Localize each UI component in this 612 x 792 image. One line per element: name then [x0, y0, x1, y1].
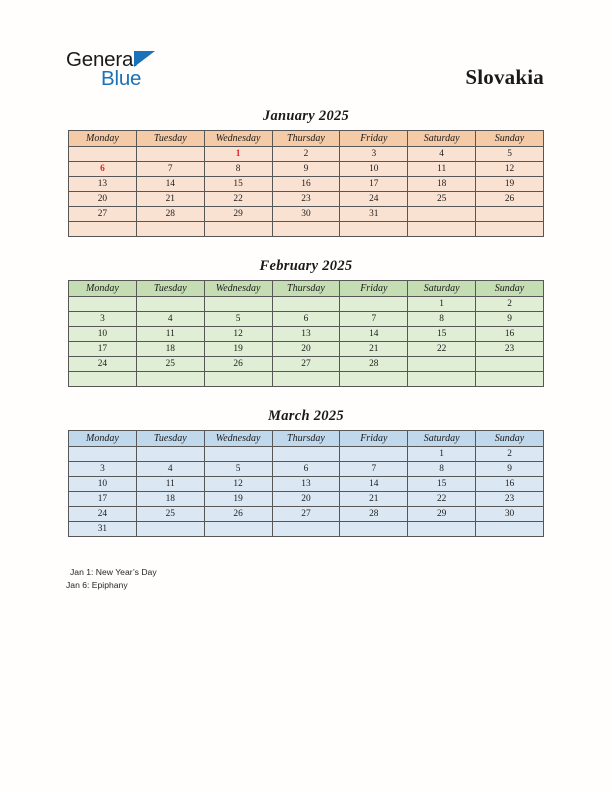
calendar-cell-empty — [204, 522, 272, 537]
calendar-cell-day[interactable]: 20 — [272, 492, 340, 507]
calendar-cell-day[interactable]: 19 — [476, 177, 544, 192]
calendar-cell-day[interactable]: 2 — [272, 147, 340, 162]
calendar-cell-empty — [476, 372, 544, 387]
weekday-header-row — [69, 131, 544, 147]
weekday-header-saturday: Saturday — [408, 281, 476, 297]
calendar-cell-day[interactable]: 10 — [69, 327, 137, 342]
weekday-header-wednesday: Wednesday — [204, 281, 272, 297]
calendar-cell-day[interactable]: 8 — [408, 462, 476, 477]
calendar-table-march — [68, 430, 544, 537]
calendar-cell-day[interactable]: 23 — [476, 492, 544, 507]
calendar-cell-empty — [408, 357, 476, 372]
calendar-cell-day[interactable]: 28 — [136, 207, 204, 222]
weekday-header-tuesday: Tuesday — [136, 431, 204, 447]
weekday-header-saturday: Saturday — [408, 431, 476, 447]
weekday-header-sunday: Sunday — [476, 281, 544, 297]
calendar-cell-day[interactable]: 1 — [408, 447, 476, 462]
calendar-cell-day[interactable]: 9 — [476, 462, 544, 477]
calendar-cell-empty — [272, 522, 340, 537]
logo-text-general: General — [66, 48, 138, 71]
calendar-cell-day[interactable]: 26 — [204, 357, 272, 372]
weekday-header-thursday: Thursday — [272, 131, 340, 147]
calendar-cell-day[interactable]: 22 — [408, 492, 476, 507]
calendar-cell-day[interactable]: 21 — [136, 192, 204, 207]
month-block-january — [68, 108, 544, 237]
calendar-cell-day[interactable]: 7 — [136, 162, 204, 177]
weekday-header-monday: Monday — [69, 131, 137, 147]
calendar-cell-day[interactable]: 25 — [136, 507, 204, 522]
calendar-week-row — [69, 342, 544, 357]
calendar-cell-day[interactable]: 10 — [69, 477, 137, 492]
month-block-february — [68, 258, 544, 387]
calendar-cell-day[interactable]: 17 — [69, 342, 137, 357]
calendar-cell-day[interactable]: 16 — [476, 327, 544, 342]
calendar-cell-empty — [408, 522, 476, 537]
calendar-cell-day[interactable]: 4 — [136, 312, 204, 327]
calendar-cell-day[interactable]: 7 — [340, 462, 408, 477]
calendar-cell-day[interactable]: 18 — [136, 492, 204, 507]
calendar-cell-day[interactable]: 16 — [476, 477, 544, 492]
calendar-cell-day[interactable]: 27 — [272, 507, 340, 522]
calendar-cell-empty — [340, 222, 408, 237]
month-block-march — [68, 408, 544, 537]
calendar-cell-day[interactable]: 16 — [272, 177, 340, 192]
calendar-cell-day[interactable]: 20 — [272, 342, 340, 357]
calendar-cell-empty — [69, 297, 137, 312]
calendar-cell-day[interactable]: 3 — [340, 147, 408, 162]
calendar-cell-empty — [136, 147, 204, 162]
calendar-week-row — [69, 507, 544, 522]
calendar-cell-day[interactable]: 19 — [204, 492, 272, 507]
calendar-cell-day[interactable]: 17 — [340, 177, 408, 192]
calendar-week-row — [69, 147, 544, 162]
calendar-cell-day[interactable]: 24 — [69, 507, 137, 522]
calendar-cell-empty — [204, 297, 272, 312]
calendar-cell-day[interactable]: 4 — [408, 147, 476, 162]
calendar-cell-day[interactable]: 30 — [476, 507, 544, 522]
calendar-body — [69, 147, 544, 237]
calendar-week-row — [69, 192, 544, 207]
calendar-cell-day[interactable]: 29 — [204, 207, 272, 222]
calendar-cell-day[interactable]: 12 — [204, 327, 272, 342]
calendar-week-row — [69, 522, 544, 537]
weekday-header-tuesday: Tuesday — [136, 281, 204, 297]
weekday-header-friday: Friday — [340, 431, 408, 447]
calendar-cell-day[interactable]: 14 — [340, 477, 408, 492]
calendar-cell-day[interactable]: 6 — [272, 462, 340, 477]
calendar-cell-day[interactable]: 3 — [69, 312, 137, 327]
calendar-cell-empty — [69, 447, 137, 462]
calendar-cell-day[interactable]: 9 — [272, 162, 340, 177]
calendar-cell-day[interactable]: 26 — [476, 192, 544, 207]
calendar-cell-day[interactable]: 18 — [408, 177, 476, 192]
weekday-header-row — [69, 281, 544, 297]
calendar-table-january — [68, 130, 544, 237]
calendar-cell-day[interactable]: 9 — [476, 312, 544, 327]
weekday-header-sunday: Sunday — [476, 431, 544, 447]
calendar-cell-empty — [408, 372, 476, 387]
calendar-cell-day[interactable]: 3 — [69, 462, 137, 477]
calendar-week-row — [69, 327, 544, 342]
calendar-cell-empty — [340, 447, 408, 462]
calendar-cell-day[interactable]: 12 — [476, 162, 544, 177]
calendar-cell-day[interactable]: 4 — [136, 462, 204, 477]
calendar-cell-day[interactable]: 22 — [204, 192, 272, 207]
calendar-week-row — [69, 177, 544, 192]
calendar-cell-day[interactable]: 26 — [204, 507, 272, 522]
calendar-cell-day[interactable]: 28 — [340, 357, 408, 372]
calendar-cell-day[interactable]: 23 — [476, 342, 544, 357]
calendar-week-row — [69, 162, 544, 177]
calendar-cell-empty — [136, 372, 204, 387]
weekday-header-monday: Monday — [69, 281, 137, 297]
calendar-cell-day[interactable]: 11 — [136, 477, 204, 492]
calendar-cell-day[interactable]: 2 — [476, 447, 544, 462]
calendar-cell-day[interactable]: 14 — [340, 327, 408, 342]
calendar-cell-empty — [69, 372, 137, 387]
calendar-cell-day[interactable]: 13 — [272, 477, 340, 492]
calendar-cell-day[interactable]: 8 — [408, 312, 476, 327]
calendar-cell-empty — [69, 147, 137, 162]
calendar-cell-day[interactable]: 15 — [408, 477, 476, 492]
calendar-cell-day[interactable]: 11 — [408, 162, 476, 177]
weekday-header-wednesday: Wednesday — [204, 431, 272, 447]
calendar-cell-empty — [204, 447, 272, 462]
holiday-legend — [66, 566, 366, 592]
calendar-table-february — [68, 280, 544, 387]
calendar-cell-day[interactable]: 5 — [204, 462, 272, 477]
calendar-cell-empty — [340, 522, 408, 537]
calendar-week-row — [69, 297, 544, 312]
calendar-cell-empty — [272, 447, 340, 462]
calendar-week-row — [69, 312, 544, 327]
calendar-cell-empty — [476, 207, 544, 222]
month-title: January 2025 — [262, 108, 350, 124]
calendar-cell-day[interactable]: 27 — [69, 207, 137, 222]
calendar-cell-empty — [69, 222, 137, 237]
calendar-week-row — [69, 477, 544, 492]
calendar-cell-empty — [136, 522, 204, 537]
calendar-week-row — [69, 447, 544, 462]
weekday-header-thursday: Thursday — [272, 281, 340, 297]
month-title: February 2025 — [259, 258, 353, 274]
calendar-week-row — [69, 462, 544, 477]
calendar-cell-day[interactable]: 25 — [408, 192, 476, 207]
weekday-header-friday: Friday — [340, 131, 408, 147]
calendar-cell-empty — [136, 222, 204, 237]
legend-item: Jan 1: New Year’s Day — [70, 567, 157, 577]
calendar-cell-day[interactable]: 10 — [340, 162, 408, 177]
calendar-cell-holiday[interactable]: 6 — [69, 162, 137, 177]
calendar-cell-empty — [136, 447, 204, 462]
page-title: Slovakia — [465, 65, 544, 89]
calendar-cell-day[interactable]: 1 — [408, 297, 476, 312]
weekday-header-wednesday: Wednesday — [204, 131, 272, 147]
calendar-cell-day[interactable]: 15 — [408, 327, 476, 342]
calendar-cell-day[interactable]: 27 — [272, 357, 340, 372]
calendar-cell-empty — [476, 357, 544, 372]
calendar-cell-day[interactable]: 24 — [340, 192, 408, 207]
calendar-week-row — [69, 357, 544, 372]
calendar-cell-day[interactable]: 22 — [408, 342, 476, 357]
calendar-cell-day[interactable]: 30 — [272, 207, 340, 222]
calendar-cell-day[interactable]: 28 — [340, 507, 408, 522]
calendar-cell-empty — [340, 297, 408, 312]
calendar-cell-day[interactable]: 18 — [136, 342, 204, 357]
calendar-cell-empty — [204, 222, 272, 237]
calendar-week-row — [69, 372, 544, 387]
calendar-cell-day[interactable]: 31 — [69, 522, 137, 537]
calendar-cell-day[interactable]: 5 — [476, 147, 544, 162]
calendar-cell-empty — [476, 522, 544, 537]
calendar-cell-day[interactable]: 21 — [340, 492, 408, 507]
weekday-header-saturday: Saturday — [408, 131, 476, 147]
weekday-header-sunday: Sunday — [476, 131, 544, 147]
calendar-cell-day[interactable]: 15 — [204, 177, 272, 192]
calendar-cell-day[interactable]: 11 — [136, 327, 204, 342]
calendar-cell-day[interactable]: 12 — [204, 477, 272, 492]
legend-item: Jan 6: Epiphany — [66, 580, 128, 590]
calendar-cell-empty — [408, 207, 476, 222]
weekday-header-friday: Friday — [340, 281, 408, 297]
calendar-cell-day[interactable]: 31 — [340, 207, 408, 222]
calendar-week-row — [69, 222, 544, 237]
calendar-cell-day[interactable]: 2 — [476, 297, 544, 312]
calendar-week-row — [69, 207, 544, 222]
generalblue-logo — [66, 50, 236, 100]
calendar-body — [69, 447, 544, 537]
calendar-cell-day[interactable]: 13 — [69, 177, 137, 192]
calendar-cell-day[interactable]: 6 — [272, 312, 340, 327]
calendar-cell-empty — [136, 297, 204, 312]
calendar-cell-day[interactable]: 7 — [340, 312, 408, 327]
logo-text-blue: Blue — [101, 67, 142, 90]
calendar-week-row — [69, 492, 544, 507]
calendar-cell-empty — [408, 222, 476, 237]
calendar-cell-empty — [204, 372, 272, 387]
calendar-cell-empty — [476, 222, 544, 237]
calendar-cell-empty — [272, 372, 340, 387]
weekday-header-row — [69, 431, 544, 447]
calendar-cell-day[interactable]: 29 — [408, 507, 476, 522]
triangle-icon — [134, 51, 155, 67]
calendar-cell-day[interactable]: 14 — [136, 177, 204, 192]
weekday-header-thursday: Thursday — [272, 431, 340, 447]
page-header — [0, 50, 612, 102]
weekday-header-monday: Monday — [69, 431, 137, 447]
calendar-cell-day[interactable]: 19 — [204, 342, 272, 357]
calendar-cell-day[interactable]: 24 — [69, 357, 137, 372]
calendar-cell-day[interactable]: 8 — [204, 162, 272, 177]
calendar-cell-day[interactable]: 17 — [69, 492, 137, 507]
month-title: March 2025 — [268, 408, 344, 424]
calendar-cell-empty — [272, 222, 340, 237]
calendar-cell-day[interactable]: 25 — [136, 357, 204, 372]
calendar-cell-day[interactable]: 20 — [69, 192, 137, 207]
calendar-cell-day[interactable]: 23 — [272, 192, 340, 207]
calendar-body — [69, 297, 544, 387]
weekday-header-tuesday: Tuesday — [136, 131, 204, 147]
calendar-cell-empty — [340, 372, 408, 387]
calendar-cell-holiday[interactable]: 1 — [204, 147, 272, 162]
calendar-cell-day[interactable]: 5 — [204, 312, 272, 327]
calendar-cell-empty — [272, 297, 340, 312]
calendar-cell-day[interactable]: 21 — [340, 342, 408, 357]
calendar-cell-day[interactable]: 13 — [272, 327, 340, 342]
